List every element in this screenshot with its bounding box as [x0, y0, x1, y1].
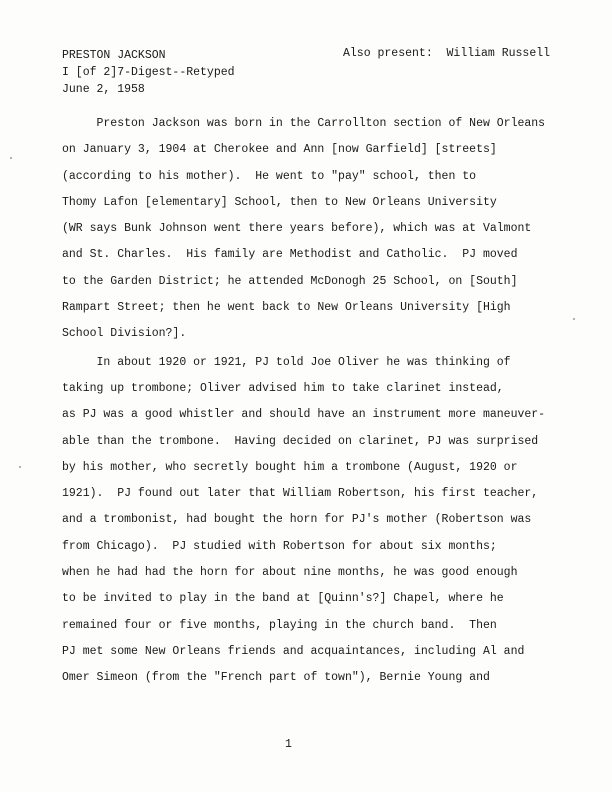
- text-line: (WR says Bunk Johnson went there years before), which was at Valmont: [62, 222, 532, 236]
- text-line: remained four or five months, playing in the church band. Then: [62, 618, 497, 632]
- text-line: School Division?].: [62, 327, 187, 341]
- text-line: and St. Charles. His family are Methodist and Catholic. PJ moved: [62, 248, 518, 262]
- scan-speck: [10, 157, 12, 159]
- text-line: on January 3, 1904 at Cherokee and Ann [now Garfield] [streets]: [62, 143, 497, 157]
- text-line: taking up trombone; Oliver advised him to take clarinet instead,: [62, 381, 504, 395]
- text-line: able than the trombone. Having decided on clarinet, PJ was surprised: [62, 434, 539, 448]
- header-block: [62, 47, 235, 98]
- text-line: when he had had the horn for about nine months, he was good enough: [62, 566, 518, 580]
- text-line: In about 1920 or 1921, PJ told Joe Oliver he was thinking of: [62, 355, 511, 369]
- scan-speck: [19, 466, 21, 468]
- text-line: and a trombonist, had bought the horn for PJ's mother (Robertson was: [62, 513, 532, 527]
- scan-speck: [573, 318, 575, 320]
- text-line: from Chicago). PJ studied with Robertson for about six months;: [62, 539, 497, 553]
- text-line: (according to his mother). He went to "pay" school, then to: [62, 169, 477, 183]
- paragraph-1: [62, 111, 582, 348]
- also-present-note: Also present: William Russell: [343, 47, 551, 60]
- text-line: to the Garden District; he attended McDonogh 25 School, on [South]: [62, 274, 518, 288]
- interviewee-name: PRESTON JACKSON: [62, 49, 166, 62]
- body-text: [62, 111, 582, 692]
- page-number: 1: [285, 738, 292, 751]
- text-line: 1921). PJ found out later that William Robertson, his first teacher,: [62, 487, 539, 501]
- text-line: by his mother, who secretly bought him a trombone (August, 1920 or: [62, 460, 518, 474]
- session-label: I [of 2]7-Digest--Retyped: [62, 66, 235, 79]
- text-line: Rampart Street; then he went back to New Orleans University [High: [62, 301, 511, 315]
- text-line: Omer Simeon (from the "French part of town"), Bernie Young and: [62, 671, 490, 685]
- text-line: as PJ was a good whistler and should have an instrument more maneuver-: [62, 408, 546, 422]
- interview-date: June 2, 1958: [62, 83, 145, 96]
- text-line: Thomy Lafon [elementary] School, then to New Orleans University: [62, 195, 497, 209]
- text-line: to be invited to play in the band at [Quinn's?] Chapel, where he: [62, 592, 504, 606]
- paragraph-2: [62, 350, 582, 692]
- text-line: PJ met some New Orleans friends and acquaintances, including Al and: [62, 644, 525, 658]
- text-line: Preston Jackson was born in the Carrollton section of New Orleans: [62, 117, 546, 130]
